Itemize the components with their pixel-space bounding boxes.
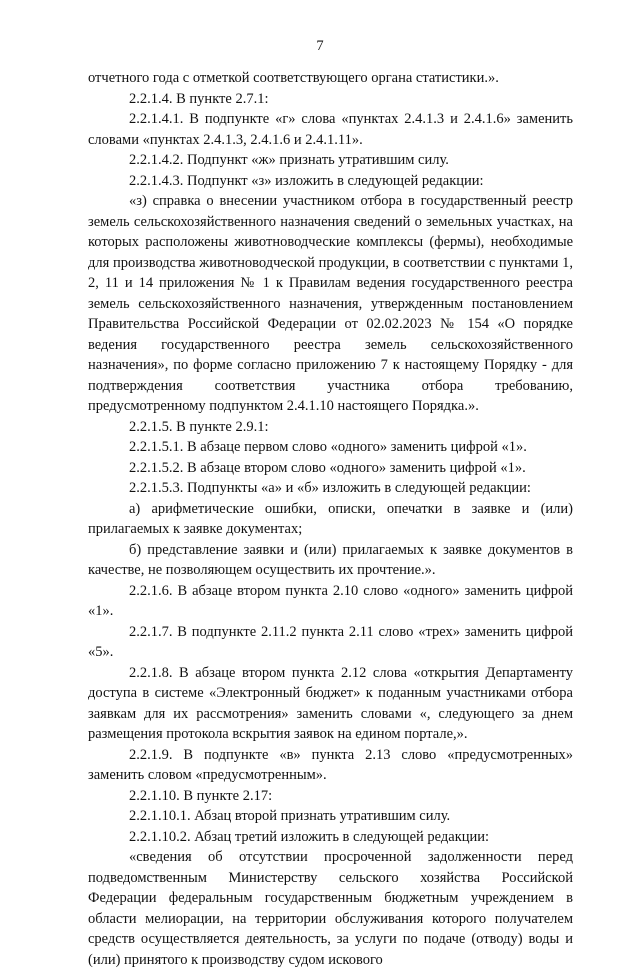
paragraph: 2.2.1.10.1. Абзац второй признать утратившим силу.: [129, 808, 451, 824]
paragraph: «з) справка о внесении участником отбора в государственный реестр земель сельскохозяйственного назначения сведений о земельных участках, на которых расположены животноводческие комплексы (фермы), необходимые для производства животноводческой продукции, в соответствии с пунктами 1, 2, 11 и 14 приложения № 1 к Правилам ведения государственного реестра земель сельскохозяйственного назначения, утвержденным постановлением Правительства Российской Федерации от 02.02.2023 № 154 «О порядке ведения государственного реестра земель сельскохозяйственного назначения», по форме согласно приложению 7 к настоящему Порядку - для подтверждения соответствия участника отбора требованию, предусмотренному подпунктом 2.4.1.10 настоящего Порядка.».: [88, 193, 573, 414]
paragraph: 2.2.1.4.3. Подпункт «з» изложить в следующей редакции:: [129, 172, 484, 189]
paragraph: 2.2.1.5.3. Подпункты «а» и «б» изложить в следующей редакции:: [129, 480, 531, 496]
paragraph: 2.2.1.4.1. В подпункте «г» слова «пунктах 2.4.1.3 и 2.4.1.6» заменить словами «пунктах 2.4.1.3, 2.4.1.6 и 2.4.1.11».: [88, 111, 573, 148]
page-number: 7: [316, 38, 324, 54]
paragraph: а) арифметические ошибки, описки, опечатки в заявке и (или) прилагаемых к заявке документах;: [88, 500, 573, 537]
paragraph: 2.2.1.4.2. Подпункт «ж» признать утратившим силу.: [129, 152, 449, 168]
paragraph: 2.2.1.4. В пункте 2.7.1:: [129, 90, 269, 107]
paragraph: 2.2.1.6. В абзаце втором пункта 2.10 слово «одного» заменить цифрой «1».: [88, 582, 573, 619]
paragraph: «сведения об отсутствии просроченной задолженности перед подведомственным Министерству сельского хозяйства Российской Федерации федеральным государственным бюджетным учреждением в области мелиорации, на территории обслуживания которого получателем средств осуществляется деятельность, за услуги по подаче (отводу) воды и (или) принятого к производству судом искового: [88, 849, 573, 968]
document-body: [88, 68, 573, 970]
paragraph: 2.2.1.5.1. В абзаце первом слово «одного» заменить цифрой «1».: [129, 439, 527, 455]
paragraph: 2.2.1.10. В пункте 2.17:: [129, 787, 273, 804]
paragraph: 2.2.1.8. В абзаце втором пункта 2.12 слова «открытия Департаменту доступа в системе «Электронный бюджет» к поданным участниками отбора заявкам для их рассмотрения» заменить словами «, следующего за днем размещения протокола вскрытия заявок на едином портале,».: [88, 664, 573, 742]
paragraph: отчетного года с отметкой соответствующего органа статистики.».: [88, 70, 499, 86]
paragraph: 2.2.1.7. В подпункте 2.11.2 пункта 2.11 слово «трех» заменить цифрой «5».: [88, 623, 573, 660]
paragraph: 2.2.1.10.2. Абзац третий изложить в следующей редакции:: [129, 828, 490, 845]
paragraph: б) представление заявки и (или) прилагаемых к заявке документов в качестве, не позволяющем осуществить их прочтение.».: [88, 541, 573, 578]
paragraph: 2.2.1.9. В подпункте «в» пункта 2.13 слово «предусмотренных» заменить словом «предусмотренным».: [88, 746, 573, 783]
paragraph: 2.2.1.5. В пункте 2.9.1:: [129, 418, 269, 435]
paragraph: 2.2.1.5.2. В абзаце втором слово «одного» заменить цифрой «1».: [129, 459, 526, 476]
